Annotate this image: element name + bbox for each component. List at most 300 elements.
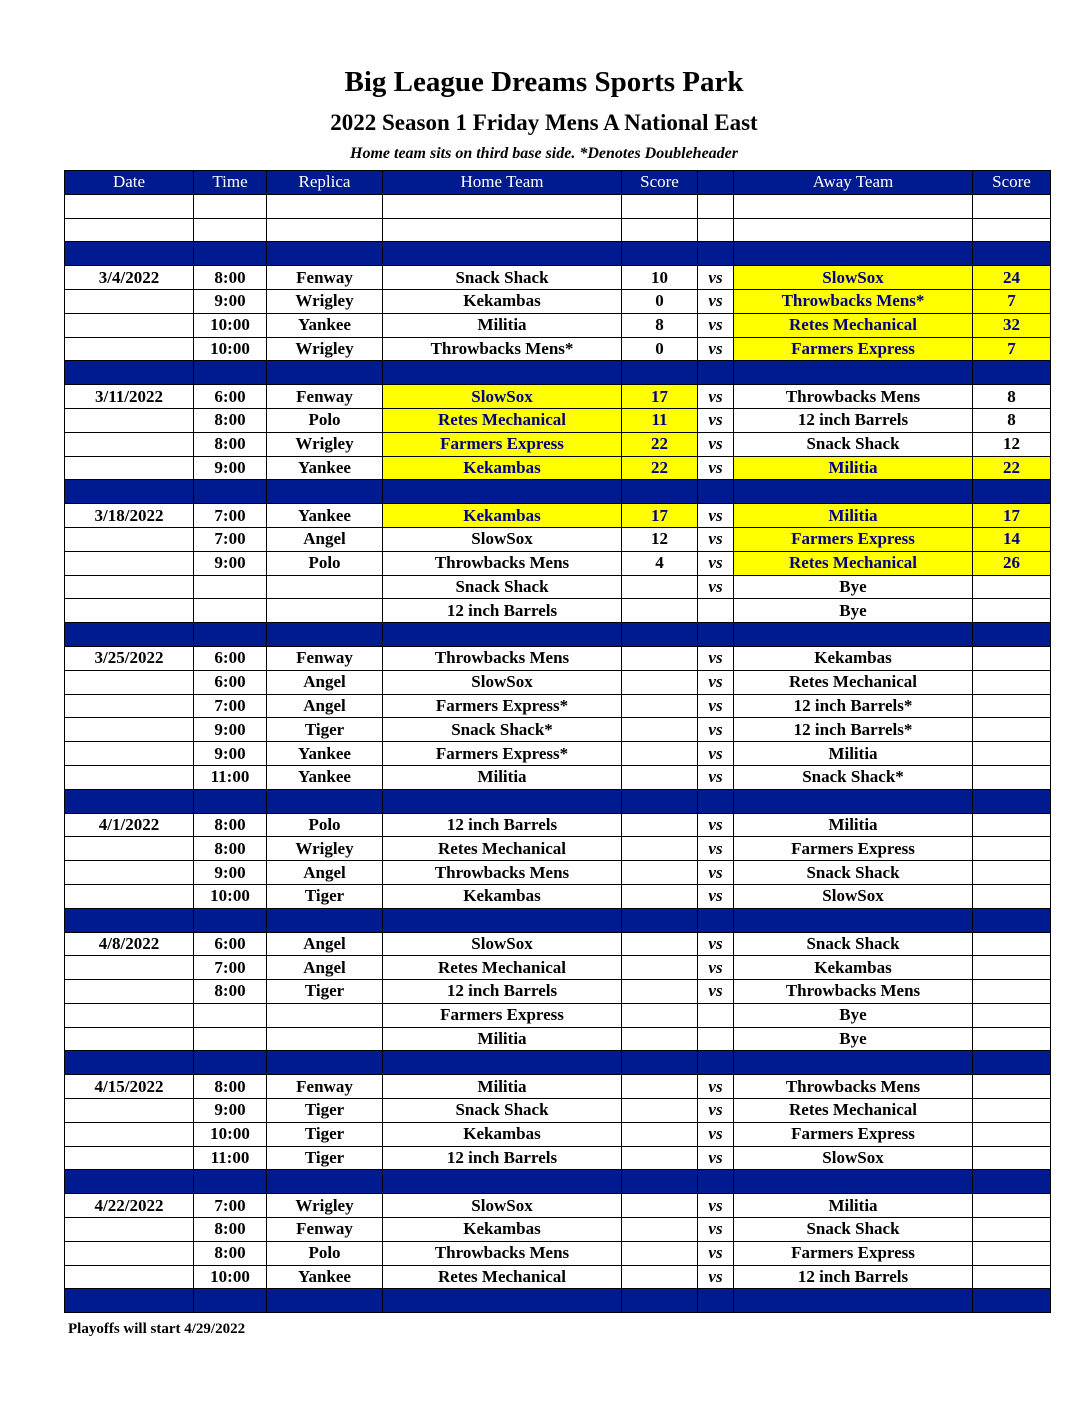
away-score: 7 bbox=[973, 289, 1051, 313]
away-score bbox=[973, 813, 1051, 837]
away-team: Snack Shack bbox=[734, 932, 973, 956]
game-time: 9:00 bbox=[194, 718, 267, 742]
away-score bbox=[973, 1075, 1051, 1099]
game-date bbox=[65, 527, 194, 551]
away-team: Retes Mechanical bbox=[734, 1099, 973, 1123]
game-replica: Fenway bbox=[267, 266, 383, 290]
week-separator bbox=[65, 1170, 1051, 1194]
game-date bbox=[65, 289, 194, 313]
vs-label: vs bbox=[698, 1122, 734, 1146]
game-replica: Polo bbox=[267, 813, 383, 837]
game-time: 11:00 bbox=[194, 765, 267, 789]
home-team: Militia bbox=[383, 313, 622, 337]
home-team: Throwbacks Mens bbox=[383, 646, 622, 670]
game-row bbox=[65, 1265, 1051, 1289]
week-separator bbox=[65, 480, 1051, 504]
game-date bbox=[65, 718, 194, 742]
home-score: 12 bbox=[622, 527, 698, 551]
home-score bbox=[622, 670, 698, 694]
game-time: 10:00 bbox=[194, 884, 267, 908]
game-row bbox=[65, 527, 1051, 551]
game-date bbox=[65, 956, 194, 980]
col-header-away-team: Away Team bbox=[734, 171, 973, 195]
away-score bbox=[973, 1265, 1051, 1289]
home-team: Retes Mechanical bbox=[383, 1265, 622, 1289]
vs-label: vs bbox=[698, 1075, 734, 1099]
away-score: 14 bbox=[973, 527, 1051, 551]
home-score bbox=[622, 694, 698, 718]
vs-label: vs bbox=[698, 718, 734, 742]
game-replica: Angel bbox=[267, 956, 383, 980]
home-team: Farmers Express* bbox=[383, 742, 622, 766]
away-team: 12 inch Barrels bbox=[734, 408, 973, 432]
home-score bbox=[622, 718, 698, 742]
playoffs-note: Playoffs will start 4/29/2022 bbox=[68, 1321, 246, 1337]
away-team: Militia bbox=[734, 813, 973, 837]
vs-label: vs bbox=[698, 670, 734, 694]
home-score: 17 bbox=[622, 504, 698, 528]
game-date bbox=[65, 313, 194, 337]
vs-label: vs bbox=[698, 1099, 734, 1123]
game-time bbox=[194, 599, 267, 623]
game-replica: Wrigley bbox=[267, 837, 383, 861]
page-subtitle: 2022 Season 1 Friday Mens A National East bbox=[330, 110, 758, 135]
col-header-home-team: Home Team bbox=[383, 171, 622, 195]
vs-label: vs bbox=[698, 551, 734, 575]
page-title: Big League Dreams Sports Park bbox=[344, 66, 744, 98]
game-replica: Tiger bbox=[267, 1122, 383, 1146]
game-date bbox=[65, 861, 194, 885]
vs-label bbox=[698, 1027, 734, 1051]
home-score bbox=[622, 932, 698, 956]
away-team: Bye bbox=[734, 1027, 973, 1051]
vs-label: vs bbox=[698, 1218, 734, 1242]
game-time: 9:00 bbox=[194, 289, 267, 313]
game-date bbox=[65, 408, 194, 432]
game-time bbox=[194, 1027, 267, 1051]
game-time: 6:00 bbox=[194, 646, 267, 670]
vs-label: vs bbox=[698, 742, 734, 766]
away-team: Throwbacks Mens bbox=[734, 385, 973, 409]
blank-row bbox=[65, 218, 1051, 242]
game-date bbox=[65, 980, 194, 1004]
vs-label: vs bbox=[698, 408, 734, 432]
game-date bbox=[65, 837, 194, 861]
game-date bbox=[65, 456, 194, 480]
away-score: 32 bbox=[973, 313, 1051, 337]
game-time: 7:00 bbox=[194, 527, 267, 551]
game-date bbox=[65, 432, 194, 456]
away-team: Snack Shack bbox=[734, 432, 973, 456]
game-time: 10:00 bbox=[194, 313, 267, 337]
vs-label: vs bbox=[698, 765, 734, 789]
game-time: 8:00 bbox=[194, 1241, 267, 1265]
game-row bbox=[65, 504, 1051, 528]
game-time: 6:00 bbox=[194, 385, 267, 409]
game-time: 6:00 bbox=[194, 932, 267, 956]
home-score: 8 bbox=[622, 313, 698, 337]
away-team: 12 inch Barrels* bbox=[734, 718, 973, 742]
game-replica: Tiger bbox=[267, 980, 383, 1004]
game-date: 4/8/2022 bbox=[65, 932, 194, 956]
home-team: Kekambas bbox=[383, 504, 622, 528]
home-score: 17 bbox=[622, 385, 698, 409]
game-time: 8:00 bbox=[194, 408, 267, 432]
vs-label: vs bbox=[698, 884, 734, 908]
home-team: Militia bbox=[383, 1027, 622, 1051]
game-replica bbox=[267, 575, 383, 599]
away-team: SlowSox bbox=[734, 884, 973, 908]
away-team: Retes Mechanical bbox=[734, 551, 973, 575]
home-score bbox=[622, 1265, 698, 1289]
away-score: 22 bbox=[973, 456, 1051, 480]
home-team: Militia bbox=[383, 1075, 622, 1099]
away-score bbox=[973, 932, 1051, 956]
home-team: Farmers Express bbox=[383, 432, 622, 456]
game-row bbox=[65, 694, 1051, 718]
game-replica: Wrigley bbox=[267, 1194, 383, 1218]
vs-label: vs bbox=[698, 980, 734, 1004]
game-date: 3/11/2022 bbox=[65, 385, 194, 409]
away-team: Militia bbox=[734, 1194, 973, 1218]
away-score bbox=[973, 718, 1051, 742]
away-score: 8 bbox=[973, 385, 1051, 409]
home-score bbox=[622, 980, 698, 1004]
game-row bbox=[65, 599, 1051, 623]
game-time bbox=[194, 1003, 267, 1027]
game-date: 4/15/2022 bbox=[65, 1075, 194, 1099]
game-replica: Yankee bbox=[267, 313, 383, 337]
home-team: Throwbacks Mens* bbox=[383, 337, 622, 361]
game-date: 3/25/2022 bbox=[65, 646, 194, 670]
game-time: 6:00 bbox=[194, 670, 267, 694]
away-score bbox=[973, 599, 1051, 623]
game-replica: Fenway bbox=[267, 385, 383, 409]
home-team: Retes Mechanical bbox=[383, 956, 622, 980]
away-score: 17 bbox=[973, 504, 1051, 528]
col-header-date: Date bbox=[65, 171, 194, 195]
away-score bbox=[973, 956, 1051, 980]
home-team: 12 inch Barrels bbox=[383, 813, 622, 837]
game-replica: Polo bbox=[267, 408, 383, 432]
game-row bbox=[65, 408, 1051, 432]
away-team: Bye bbox=[734, 575, 973, 599]
week-separator bbox=[65, 908, 1051, 932]
game-date bbox=[65, 1122, 194, 1146]
game-replica: Polo bbox=[267, 1241, 383, 1265]
home-team: Farmers Express bbox=[383, 1003, 622, 1027]
game-row bbox=[65, 742, 1051, 766]
home-score bbox=[622, 742, 698, 766]
away-score bbox=[973, 670, 1051, 694]
home-score bbox=[622, 575, 698, 599]
vs-label: vs bbox=[698, 646, 734, 670]
home-score: 11 bbox=[622, 408, 698, 432]
vs-label: vs bbox=[698, 313, 734, 337]
home-score bbox=[622, 861, 698, 885]
home-score bbox=[622, 599, 698, 623]
away-score bbox=[973, 980, 1051, 1004]
away-team: 12 inch Barrels bbox=[734, 1265, 973, 1289]
home-score bbox=[622, 1146, 698, 1170]
home-score bbox=[622, 1122, 698, 1146]
home-team: Snack Shack bbox=[383, 575, 622, 599]
away-score bbox=[973, 575, 1051, 599]
game-replica: Polo bbox=[267, 551, 383, 575]
game-row bbox=[65, 1075, 1051, 1099]
home-team: 12 inch Barrels bbox=[383, 980, 622, 1004]
blank-row bbox=[65, 194, 1051, 218]
home-team: Throwbacks Mens bbox=[383, 861, 622, 885]
game-replica: Fenway bbox=[267, 1075, 383, 1099]
game-replica: Yankee bbox=[267, 742, 383, 766]
game-time: 9:00 bbox=[194, 742, 267, 766]
game-date bbox=[65, 599, 194, 623]
game-row bbox=[65, 1099, 1051, 1123]
away-team: Throwbacks Mens bbox=[734, 1075, 973, 1099]
game-row bbox=[65, 932, 1051, 956]
game-time: 9:00 bbox=[194, 456, 267, 480]
game-date: 3/4/2022 bbox=[65, 266, 194, 290]
week-separator bbox=[65, 1289, 1051, 1313]
home-score bbox=[622, 1027, 698, 1051]
game-date bbox=[65, 742, 194, 766]
away-score bbox=[973, 1241, 1051, 1265]
game-date: 4/1/2022 bbox=[65, 813, 194, 837]
home-team: Kekambas bbox=[383, 289, 622, 313]
away-team: Farmers Express bbox=[734, 837, 973, 861]
away-score bbox=[973, 1003, 1051, 1027]
home-score bbox=[622, 1218, 698, 1242]
vs-label: vs bbox=[698, 456, 734, 480]
home-team: 12 inch Barrels bbox=[383, 1146, 622, 1170]
game-date: 3/18/2022 bbox=[65, 504, 194, 528]
week-separator bbox=[65, 623, 1051, 647]
away-score: 12 bbox=[973, 432, 1051, 456]
home-team: SlowSox bbox=[383, 385, 622, 409]
away-score bbox=[973, 1146, 1051, 1170]
away-score bbox=[973, 1122, 1051, 1146]
away-team: Kekambas bbox=[734, 956, 973, 980]
game-date bbox=[65, 765, 194, 789]
game-time: 9:00 bbox=[194, 551, 267, 575]
game-row bbox=[65, 266, 1051, 290]
away-score bbox=[973, 837, 1051, 861]
game-time: 8:00 bbox=[194, 837, 267, 861]
game-date bbox=[65, 1099, 194, 1123]
game-date: 4/22/2022 bbox=[65, 1194, 194, 1218]
game-time: 8:00 bbox=[194, 266, 267, 290]
week-separator bbox=[65, 1051, 1051, 1075]
game-row bbox=[65, 837, 1051, 861]
game-row bbox=[65, 1146, 1051, 1170]
away-score bbox=[973, 1027, 1051, 1051]
home-team: Militia bbox=[383, 765, 622, 789]
home-score bbox=[622, 1003, 698, 1027]
game-row bbox=[65, 646, 1051, 670]
game-date bbox=[65, 884, 194, 908]
home-team: 12 inch Barrels bbox=[383, 599, 622, 623]
header-row bbox=[65, 171, 1051, 195]
game-row bbox=[65, 1122, 1051, 1146]
game-replica: Angel bbox=[267, 932, 383, 956]
away-team: Farmers Express bbox=[734, 1241, 973, 1265]
away-score: 8 bbox=[973, 408, 1051, 432]
away-score: 7 bbox=[973, 337, 1051, 361]
col-header-time: Time bbox=[194, 171, 267, 195]
game-row bbox=[65, 956, 1051, 980]
game-replica: Angel bbox=[267, 670, 383, 694]
away-score bbox=[973, 884, 1051, 908]
vs-label: vs bbox=[698, 385, 734, 409]
game-time: 10:00 bbox=[194, 1122, 267, 1146]
vs-label: vs bbox=[698, 956, 734, 980]
vs-label: vs bbox=[698, 813, 734, 837]
game-date bbox=[65, 575, 194, 599]
home-score: 0 bbox=[622, 337, 698, 361]
game-row bbox=[65, 980, 1051, 1004]
game-replica: Yankee bbox=[267, 456, 383, 480]
vs-label: vs bbox=[698, 1146, 734, 1170]
vs-label: vs bbox=[698, 932, 734, 956]
away-team: Militia bbox=[734, 504, 973, 528]
game-replica: Tiger bbox=[267, 718, 383, 742]
home-score bbox=[622, 646, 698, 670]
game-date bbox=[65, 1027, 194, 1051]
home-score bbox=[622, 1099, 698, 1123]
away-score: 26 bbox=[973, 551, 1051, 575]
game-row bbox=[65, 813, 1051, 837]
away-score bbox=[973, 1194, 1051, 1218]
away-team: Snack Shack bbox=[734, 1218, 973, 1242]
game-replica: Wrigley bbox=[267, 337, 383, 361]
vs-label: vs bbox=[698, 527, 734, 551]
home-score: 22 bbox=[622, 456, 698, 480]
away-team: Retes Mechanical bbox=[734, 670, 973, 694]
vs-label: vs bbox=[698, 1241, 734, 1265]
col-header-vs bbox=[698, 171, 734, 195]
home-team: SlowSox bbox=[383, 670, 622, 694]
away-team: Militia bbox=[734, 456, 973, 480]
game-replica: Tiger bbox=[267, 884, 383, 908]
game-row bbox=[65, 456, 1051, 480]
col-header-replica: Replica bbox=[267, 171, 383, 195]
away-score bbox=[973, 694, 1051, 718]
away-score bbox=[973, 742, 1051, 766]
home-team: Farmers Express* bbox=[383, 694, 622, 718]
home-score bbox=[622, 765, 698, 789]
home-team: Retes Mechanical bbox=[383, 408, 622, 432]
home-team: Throwbacks Mens bbox=[383, 1241, 622, 1265]
vs-label: vs bbox=[698, 337, 734, 361]
game-time: 8:00 bbox=[194, 980, 267, 1004]
game-replica bbox=[267, 599, 383, 623]
home-team: Throwbacks Mens bbox=[383, 551, 622, 575]
game-date bbox=[65, 694, 194, 718]
game-replica: Angel bbox=[267, 694, 383, 718]
home-score bbox=[622, 837, 698, 861]
game-time: 10:00 bbox=[194, 1265, 267, 1289]
week-separator bbox=[65, 361, 1051, 385]
home-team: SlowSox bbox=[383, 527, 622, 551]
game-row bbox=[65, 884, 1051, 908]
week-separator bbox=[65, 242, 1051, 266]
game-row bbox=[65, 432, 1051, 456]
game-date bbox=[65, 1265, 194, 1289]
home-score bbox=[622, 813, 698, 837]
col-header-away-score: Score bbox=[973, 171, 1051, 195]
away-score: 24 bbox=[973, 266, 1051, 290]
vs-label: vs bbox=[698, 432, 734, 456]
game-row bbox=[65, 1241, 1051, 1265]
game-date bbox=[65, 670, 194, 694]
game-row bbox=[65, 385, 1051, 409]
game-row bbox=[65, 289, 1051, 313]
home-score bbox=[622, 956, 698, 980]
home-team: Retes Mechanical bbox=[383, 837, 622, 861]
vs-label: vs bbox=[698, 1194, 734, 1218]
away-score bbox=[973, 1099, 1051, 1123]
away-score bbox=[973, 1218, 1051, 1242]
game-time bbox=[194, 575, 267, 599]
game-replica: Yankee bbox=[267, 765, 383, 789]
away-team: Snack Shack bbox=[734, 861, 973, 885]
week-separator bbox=[65, 789, 1051, 813]
home-team: SlowSox bbox=[383, 932, 622, 956]
game-row bbox=[65, 765, 1051, 789]
game-replica: Angel bbox=[267, 527, 383, 551]
vs-label bbox=[698, 599, 734, 623]
away-team: SlowSox bbox=[734, 266, 973, 290]
home-score: 22 bbox=[622, 432, 698, 456]
vs-label: vs bbox=[698, 861, 734, 885]
away-team: Bye bbox=[734, 1003, 973, 1027]
home-team: Snack Shack* bbox=[383, 718, 622, 742]
home-team: Kekambas bbox=[383, 1218, 622, 1242]
game-replica: Angel bbox=[267, 861, 383, 885]
game-date bbox=[65, 1003, 194, 1027]
game-time: 11:00 bbox=[194, 1146, 267, 1170]
game-replica: Yankee bbox=[267, 504, 383, 528]
schedule-table bbox=[64, 170, 1051, 1313]
game-row bbox=[65, 670, 1051, 694]
vs-label: vs bbox=[698, 266, 734, 290]
game-time: 7:00 bbox=[194, 1194, 267, 1218]
game-replica: Yankee bbox=[267, 1265, 383, 1289]
vs-label: vs bbox=[698, 837, 734, 861]
game-time: 8:00 bbox=[194, 1218, 267, 1242]
home-team: Kekambas bbox=[383, 1122, 622, 1146]
game-time: 8:00 bbox=[194, 432, 267, 456]
home-score: 4 bbox=[622, 551, 698, 575]
away-team: SlowSox bbox=[734, 1146, 973, 1170]
away-team: Kekambas bbox=[734, 646, 973, 670]
away-team: Throwbacks Mens bbox=[734, 980, 973, 1004]
away-score bbox=[973, 861, 1051, 885]
home-score: 0 bbox=[622, 289, 698, 313]
game-time: 7:00 bbox=[194, 956, 267, 980]
home-score bbox=[622, 1241, 698, 1265]
game-row bbox=[65, 551, 1051, 575]
game-date bbox=[65, 337, 194, 361]
vs-label: vs bbox=[698, 694, 734, 718]
game-replica: Tiger bbox=[267, 1146, 383, 1170]
vs-label: vs bbox=[698, 1265, 734, 1289]
game-replica: Fenway bbox=[267, 646, 383, 670]
away-team: Snack Shack* bbox=[734, 765, 973, 789]
doubleheader-note: Home team sits on third base side. *Denotes Doubleheader bbox=[350, 145, 738, 162]
home-team: Snack Shack bbox=[383, 266, 622, 290]
